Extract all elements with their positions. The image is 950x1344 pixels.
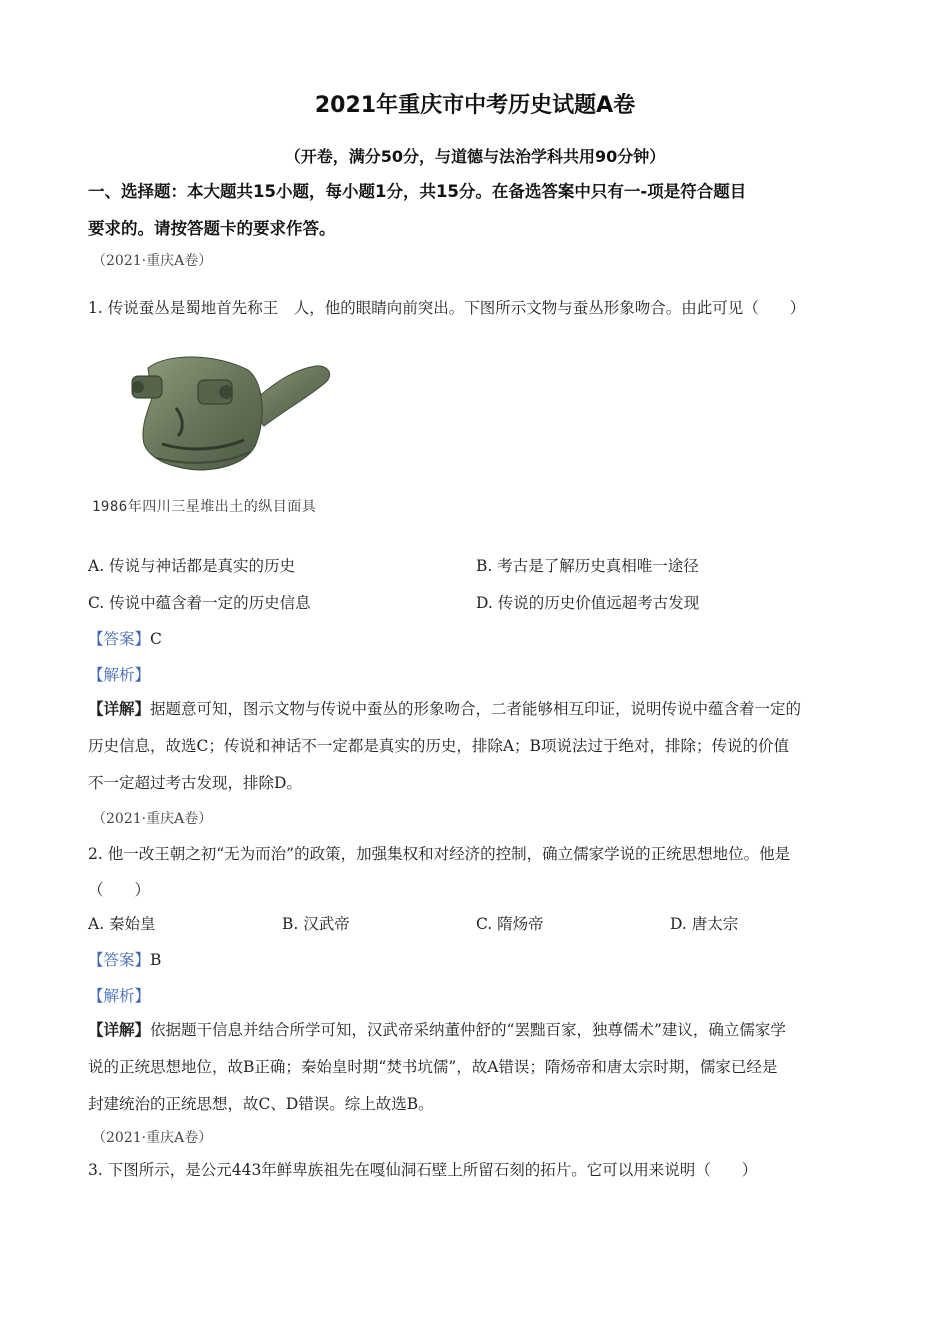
- q1-option-a[interactable]: A. 传说与神话都是真实的历史: [88, 557, 296, 575]
- q2-detail-line1: [88, 1018, 786, 1040]
- q2-source: （2021·重庆A卷）: [92, 811, 213, 827]
- q2-answer-tag: 【答案】: [88, 951, 151, 969]
- q1-detail-line3: 不一定超过考古发现，排除D。: [88, 774, 302, 792]
- q2-answer-value: B: [150, 951, 162, 969]
- q1-answer-tag: 【答案】: [88, 630, 151, 648]
- q1-detail-tag: 【详解】: [88, 699, 151, 718]
- q2-analysis-tag: 【解析】: [88, 987, 151, 1005]
- q1-analysis-tag: 【解析】: [88, 666, 151, 684]
- q1-answer: [88, 627, 162, 649]
- q2-detail-text1: 依据题干信息并结合所学可知，汉武帝采纳董仲舒的“罢黜百家，独尊儒术”建议，确立儒家学: [150, 1021, 786, 1039]
- q1-option-d[interactable]: D. 传说的历史价值远超考古发现: [476, 594, 700, 612]
- page-subtitle: （开卷，满分50分，与道德与法治学科共用90分钟）: [284, 147, 666, 166]
- section-heading-line1: 一、选择题：本大题共15小题，每小题1分，共15分。在备选答案中只有一-项是符合题目: [88, 182, 747, 201]
- q2-stem-line2: （ ）: [88, 881, 151, 899]
- q3-stem: 3. 下图所示，是公元443年鲜卑族祖先在嘎仙洞石壁上所留石刻的拓片。它可以用来说明（ ）: [88, 1161, 758, 1179]
- q1-detail-text1: 据题意可知，图示文物与传说中蚕丛的形象吻合，二者能够相互印证，说明传说中蕴含着一定的: [150, 700, 802, 718]
- q1-detail-line2: 历史信息，故选C；传说和神话不一定都是真实的历史，排除A；B项说法过于绝对，排除；传说的价值: [88, 737, 789, 755]
- bronze-mask-image: [128, 348, 338, 480]
- q2-option-c[interactable]: C. 隋炀帝: [476, 915, 544, 933]
- q2-answer: [88, 948, 161, 970]
- q3-source: （2021·重庆A卷）: [92, 1130, 213, 1146]
- q2-detail-tag: 【详解】: [88, 1020, 151, 1039]
- page-title: 2021年重庆市中考历史试题A卷: [314, 93, 636, 118]
- q1-answer-value: C: [150, 630, 162, 648]
- q1-option-c[interactable]: C. 传说中蕴含着一定的历史信息: [88, 594, 311, 612]
- q1-image-caption: 1986年四川三星堆出土的纵目面具: [92, 499, 317, 515]
- q2-detail-line3: 封建统治的正统思想，故C、D错误。综上故选B。: [88, 1095, 434, 1113]
- q2-option-d[interactable]: D. 唐太宗: [670, 915, 739, 933]
- q1-detail-line1: [88, 697, 801, 719]
- q2-option-a[interactable]: A. 秦始皇: [88, 915, 156, 933]
- q1-source: （2021·重庆A卷）: [92, 253, 213, 269]
- q1-option-b[interactable]: B. 考古是了解历史真相唯一途径: [476, 557, 699, 575]
- section-heading-line2: 要求的。请按答题卡的要求作答。: [88, 219, 336, 238]
- q2-option-b[interactable]: B. 汉武帝: [282, 915, 350, 933]
- q1-stem: 1. 传说蚕丛是蜀地首先称王 人，他的眼睛向前突出。下图所示文物与蚕丛形象吻合。由此可见（ ）: [88, 299, 806, 317]
- q2-detail-line2: 说的正统思想地位，故B正确；秦始皇时期“焚书坑儒”，故A错误；隋炀帝和唐太宗时期，儒家已经是: [88, 1058, 778, 1076]
- q2-stem-line1: 2. 他一改王朝之初“无为而治”的政策，加强集权和对经济的控制，确立儒家学说的正统思想地位。他是: [88, 845, 791, 863]
